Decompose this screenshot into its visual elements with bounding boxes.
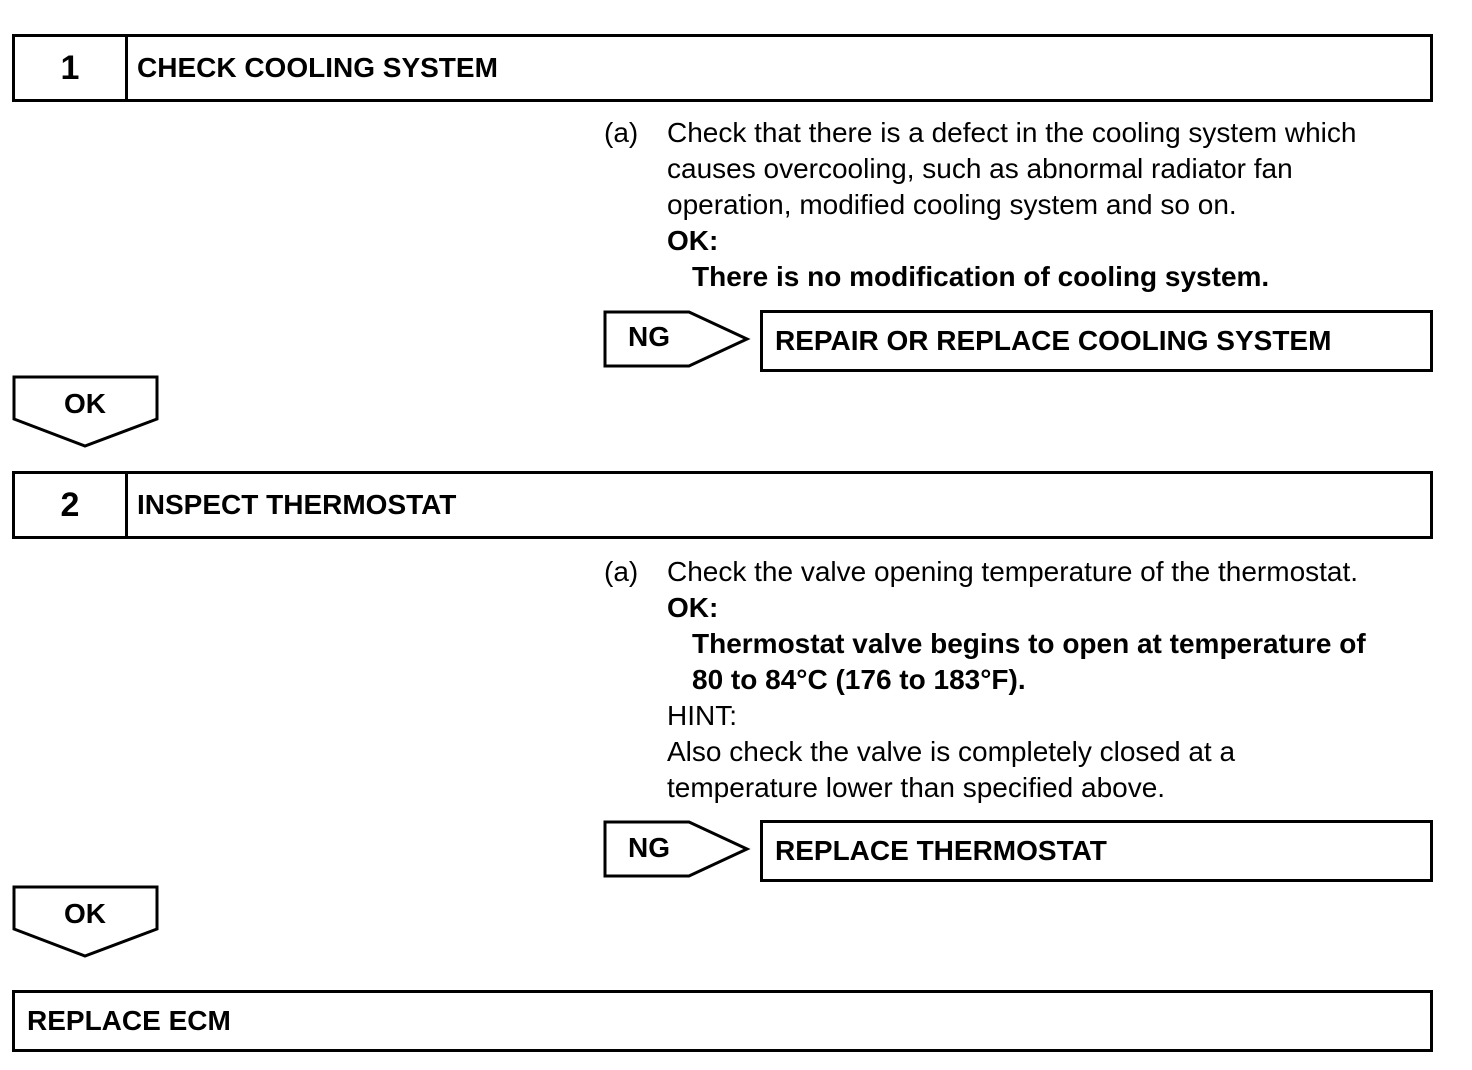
- step-2-spec-line-2: 80 to 84°C (176 to 183°F).: [692, 664, 1026, 695]
- step-1-ok-arrow-label: OK: [64, 388, 106, 419]
- step-2-ng-arrow: [603, 820, 753, 878]
- step-1-ng-label: NG: [628, 321, 670, 352]
- step-2-spec-line-1: Thermostat valve begins to open at temperature of: [692, 628, 1366, 659]
- step-1-instruction-line-1: Check that there is a defect in the cooling system which: [667, 117, 1357, 148]
- step-2-hint-line-1: Also check the valve is completely closed at a: [667, 736, 1236, 767]
- step-2-item-marker: (a): [604, 556, 639, 587]
- step-2-hint-line-2: temperature lower than specified above.: [667, 772, 1166, 803]
- step-1-instruction-line-2: causes overcooling, such as abnormal radiator fan: [667, 153, 1293, 184]
- step-1-number: 1: [15, 37, 128, 99]
- step-2-number: 2: [15, 474, 128, 536]
- step-1-ng-arrow: [603, 310, 753, 368]
- step-2-ok-arrow-label: OK: [64, 898, 106, 929]
- step-1-item-marker: (a): [604, 117, 639, 148]
- step-2-title: INSPECT THERMOSTAT: [137, 489, 457, 520]
- step-2-instruction-line-1: Check the valve opening temperature of the thermostat.: [667, 556, 1359, 587]
- step-1-ok-label: OK:: [667, 225, 719, 256]
- step-1-title: CHECK COOLING SYSTEM: [137, 52, 498, 83]
- step-2-header: [12, 471, 1433, 539]
- step-1-ng-action: REPAIR OR REPLACE COOLING SYSTEM: [760, 310, 1433, 372]
- final-action: REPLACE ECM: [12, 990, 1433, 1052]
- step-2-ok-label: OK:: [667, 592, 719, 623]
- step-1-instruction-line-3: operation, modified cooling system and so on.: [667, 189, 1237, 220]
- step-2-hint-label: HINT:: [667, 700, 737, 731]
- step-2-ng-action: REPLACE THERMOSTAT: [760, 820, 1433, 882]
- step-2-ng-label: NG: [628, 832, 670, 863]
- step-1-spec-line-1: There is no modification of cooling system.: [692, 261, 1270, 292]
- step-1-header: [12, 34, 1433, 102]
